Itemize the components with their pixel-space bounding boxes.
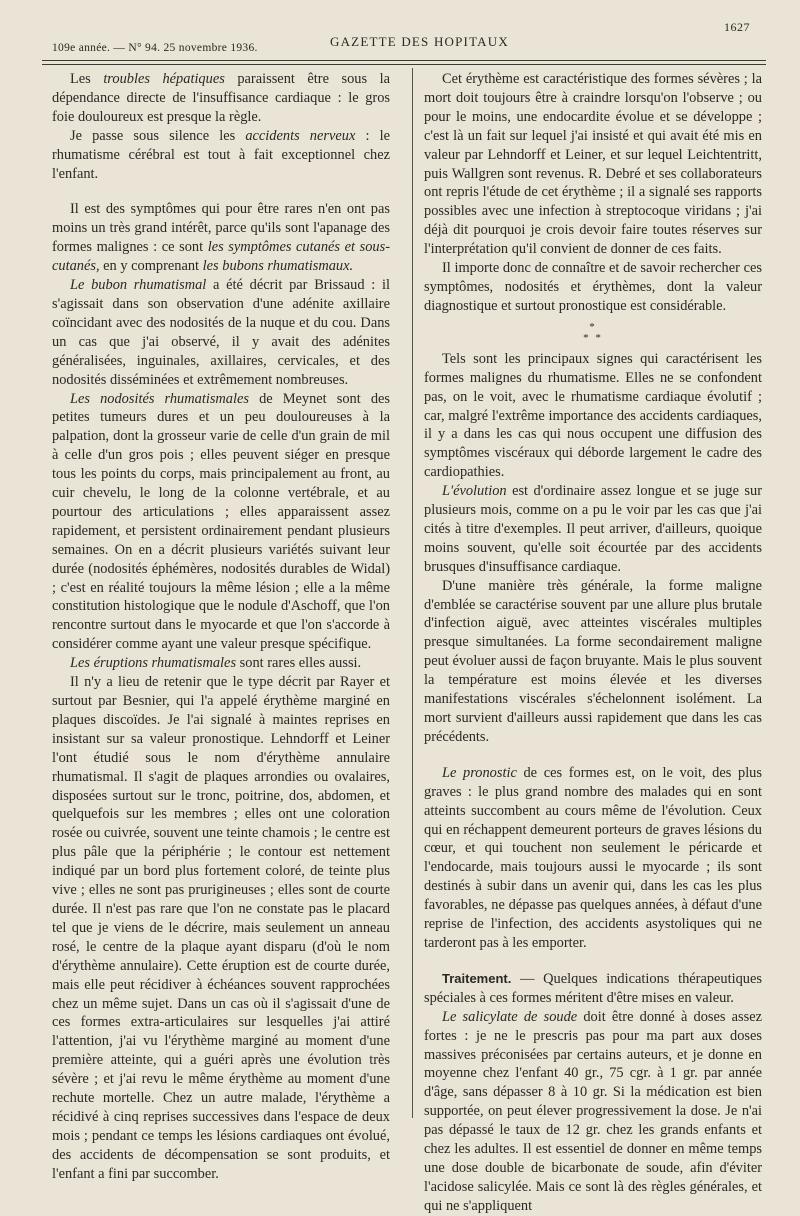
header-rule-bottom: [42, 64, 766, 65]
italic-text: troubles hépatiques: [103, 71, 225, 87]
section-stars: [424, 322, 762, 344]
paragraph: [52, 70, 390, 127]
section-stars-line: * *: [583, 331, 603, 344]
italic-text: Les nodosités rhumatismales: [70, 390, 249, 407]
paragraph: [424, 577, 762, 747]
text-run: paraissent être sous la dépendance directe de l'insuffisance cardiaque : le gros foie douloureux est presque la règle.: [52, 71, 390, 125]
paragraph: [424, 764, 762, 953]
section-heading: Traitement.: [442, 970, 512, 986]
italic-text: L'évolution: [442, 483, 507, 500]
paragraph: [424, 350, 762, 482]
text-run: D'une manière très générale, la forme maligne d'emblée se caractérise souvent par une allure plus brutale d'infection aiguë, avec atteintes viscérales multiples presque simultanées. La forme secondairement maligne peut évoluer aussi de façon bruyante. Mais le plus souvent la température est moins élevée et les diverses manifestations viscérales s'échelonnent isolément. La mort survient d'ailleurs aussi rapidement que dans les cas précédents.: [424, 577, 762, 745]
header-rule-top: [42, 60, 766, 61]
text-run: doit être donné à doses assez fortes : je ne le prescris pas pour ma part aux doses massives préconisées par certains auteurs, et je donne en moyenne chez l'enfant 40 gr., 75 cgr. à 1 gr. par année d'âge, sans dépasser 8 à 10 gr. Si la médication est bien supportée, on peut élever progressivement la dose. Je n'ai pas dépassé le taux de 12 gr. chez les grands enfants et chez les adultes. Il est essentiel de donner en même temps une dose double de bicarbonate de soude, afin d'éviter l'acidose salicylée. Mais ce sont là des règles générales, et qui ne s'appliquent: [424, 1008, 762, 1214]
text-run: Les: [70, 71, 104, 87]
paragraph: [52, 654, 390, 673]
paragraph: [52, 276, 390, 389]
text-run: de ces formes est, on le voit, des plus graves : le plus grand nombre des malades qui en sont atteints succombent au cours même de l'évolution. Ceux qui en réchappent demeurent porteurs de graves lésions du cœur, et qui touchent non seulement le péricarde et l'endocarde, mais toujours aussi le myocarde ; ils sont destinés à subir dans un avenir qui, dans les cas les plus favorables, ne dépasse pas quelques années, à défaut d'une reprise de l'infection, des accidents asystoliques qui ne tarderont pas à les emporter.: [424, 764, 762, 951]
italic-text: les bubons rhumatismaux.: [202, 258, 354, 275]
text-run: Il est des symptômes qui pour être rares n'en ont pas moins un très grand intérêt, parce qu'ils sont l'apanage des formes malignes : ce sont: [52, 201, 390, 256]
text-run: a été décrit par Brissaud : il s'agissait dans son observation d'une adénite axillaire coïncidant avec des nodosités de la nuque et du cou. Dans un cas que j'ai observé, il y avait des adénites généralisées, inguinales, axillaires, cervicales, et des nodosités disséminées et extrêmement nombreuses.: [52, 277, 390, 388]
paragraph: [424, 1008, 762, 1216]
text-run: de Meynet sont des petites tumeurs dures et un peu douloureuses à la palpation, dont la grosseur varie de celle d'un grain de mil à celle d'un gros pois ; elles peuvent siéger en presque tous les points du corps, mais principalement au front, au cuir chevelu, le long de la colonne vertébrale, et au pourtour des articulations ; elles apparaissent assez rapidement, et persistent ordinairement pendant plusieurs semaines. On en a décrit plusieurs variétés suivant leur durée (nodosités éphémères, nodosités durables de Widal) ; c'est en réalité toujours la même lésion ; elle a la même constitution histologique que le nodule d'Aschoff, que l'on rencontre surtout dans le myocarde et que l'on s'accorde à considérer comme ayant une valeur presque spécifique.: [52, 390, 390, 653]
italic-text: Le bubon rhumatismal: [70, 277, 207, 294]
text-run: sont rares elles aussi.: [236, 655, 362, 672]
paragraph: [52, 390, 390, 655]
text-run: Il n'y a lieu de retenir que le type décrit par Rayer et surtout par Besnier, qui l'a appelé érythème marginé en plaques discoïdes. Je l'ai signalé à maintes reprises en insistant sur sa valeur pronostique. Lehndorff et Leiner l'ont étudié sous le nom d'érythème annulaire rhumatismal. Il s'agit de plaques arrondies ou ovalaires, disposées surtout sur le tronc, poitrine, dos, abdomen, et quelquefois sur les membres ; elles ont une coloration rosée ou cuivrée, souvent une teinte chamois ; le centre est plus pâle que la périphérie ; le contour est nettement indiqué par un bord plus fortement coloré, de teinte plus vive ; elles ne sont pas prurigineuses ; elles sont de courte durée. Il n'est pas rare que l'on ne constate pas le placard tel que je viens de le décrire, mais seulement un anneau rosé, le centre de la plaque ayant disparu (d'où le nom d'érythème annulaire). Cette éruption est de courte durée, mais elle peut récidiver à échéances souvent rapprochées chez un même sujet. Dans un cas où il s'agissait d'une de ces formes extra-articulaires sur lesquelles j'ai attiré l'attention, j'ai vu l'érythème marginé au moment d'une première atteinte, qui a guéri après une évolution très sévère ; et j'ai revu le même érythème au moment d'une rechute mortelle. Chez un autre malade, l'érythème a récidivé à cinq reprises successives dans l'espace de deux mois ; pendant ce temps les lésions cardiaques ont évolué, des accidents de décompensation se sont produits, et l'enfant a fini par succomber.: [52, 674, 390, 1182]
journal-title: GAZETTE DES HOPITAUX: [330, 34, 509, 49]
right-column: [424, 70, 762, 1216]
paragraph: [424, 70, 762, 259]
text-run: Cet érythème est caractéristique des formes sévères ; la mort doit toujours être à craindre lorsqu'on l'observe ; ou pour le moins, une endocardite évolue et se développe ; c'est là un fait sur lequel j'ai insisté et qui avait été mis en valeur par Lehndorff et Leiner, et sur lequel Leichtentritt, puis Wallgren sont revenus. R. Debré et ses collaborateurs ont repris l'étude de cet érythème ; il a signalé ses rapports possibles avec une infection à streptocoque viridans ; j'ai déjà dit pourquoi je crois devoir faire toutes réserves sur l'interprétation qu'il convient de donner de ces faits.: [424, 71, 762, 258]
italic-text: Le salicylate de soude: [442, 1008, 578, 1025]
italic-text: Le pronostic: [442, 764, 517, 781]
text-run: Tels sont les principaux signes qui caractérisent les formes malignes du rhumatisme. Elles ne se confondent pas, on le voit, avec le rhumatisme cardiaque évolutif ; car, malgré l'extrême importance des accidents cardiaques, il y a dans les cas qui nous occupent une diffusion des symptômes viscéraux qui déborde largement le cadre des cardiopathies.: [424, 350, 762, 481]
text-run: Il importe donc de connaître et de savoir rechercher ces symptômes, nodosités et érythèmes, dont la valeur diagnostique et surtout pronostique est considérable.: [424, 260, 762, 314]
section-stars-line: *: [589, 320, 597, 333]
italic-text: Les éruptions rhumatismales: [70, 655, 237, 672]
text-run: — Quelques indications thérapeutiques spéciales à ces formes méritent d'être mises en valeur.: [424, 970, 762, 1006]
column-divider: [412, 68, 413, 1118]
issue-line: 109e année. — N° 94. 25 novembre 1936.: [52, 42, 258, 54]
italic-text: les symptômes cutanés et sous-cutanés,: [52, 239, 390, 275]
paragraph: [52, 127, 390, 184]
text-run: est d'ordinaire assez longue et se juge sur plusieurs mois, comme on a pu le voir par les cas que j'ai cités à titre d'exemples. Il peut arriver, d'ailleurs, quoique moins souvent, qu'elle soit écourtée par des accidents brusques d'insuffisance cardiaque.: [424, 483, 762, 575]
paragraph: [52, 200, 390, 276]
paragraph: [424, 482, 762, 577]
text-run: Je passe sous silence les: [70, 127, 246, 144]
text-run: en y comprenant: [99, 258, 203, 275]
paragraph: [424, 259, 762, 316]
page-number: 1627: [724, 20, 750, 34]
paragraph: [52, 673, 390, 1183]
left-column: [52, 70, 390, 1184]
text-run: : le rhumatisme cérébral est tout à fait exceptionnel chez l'enfant.: [52, 127, 390, 182]
paragraph: [424, 970, 762, 1008]
italic-text: accidents nerveux: [245, 127, 356, 144]
